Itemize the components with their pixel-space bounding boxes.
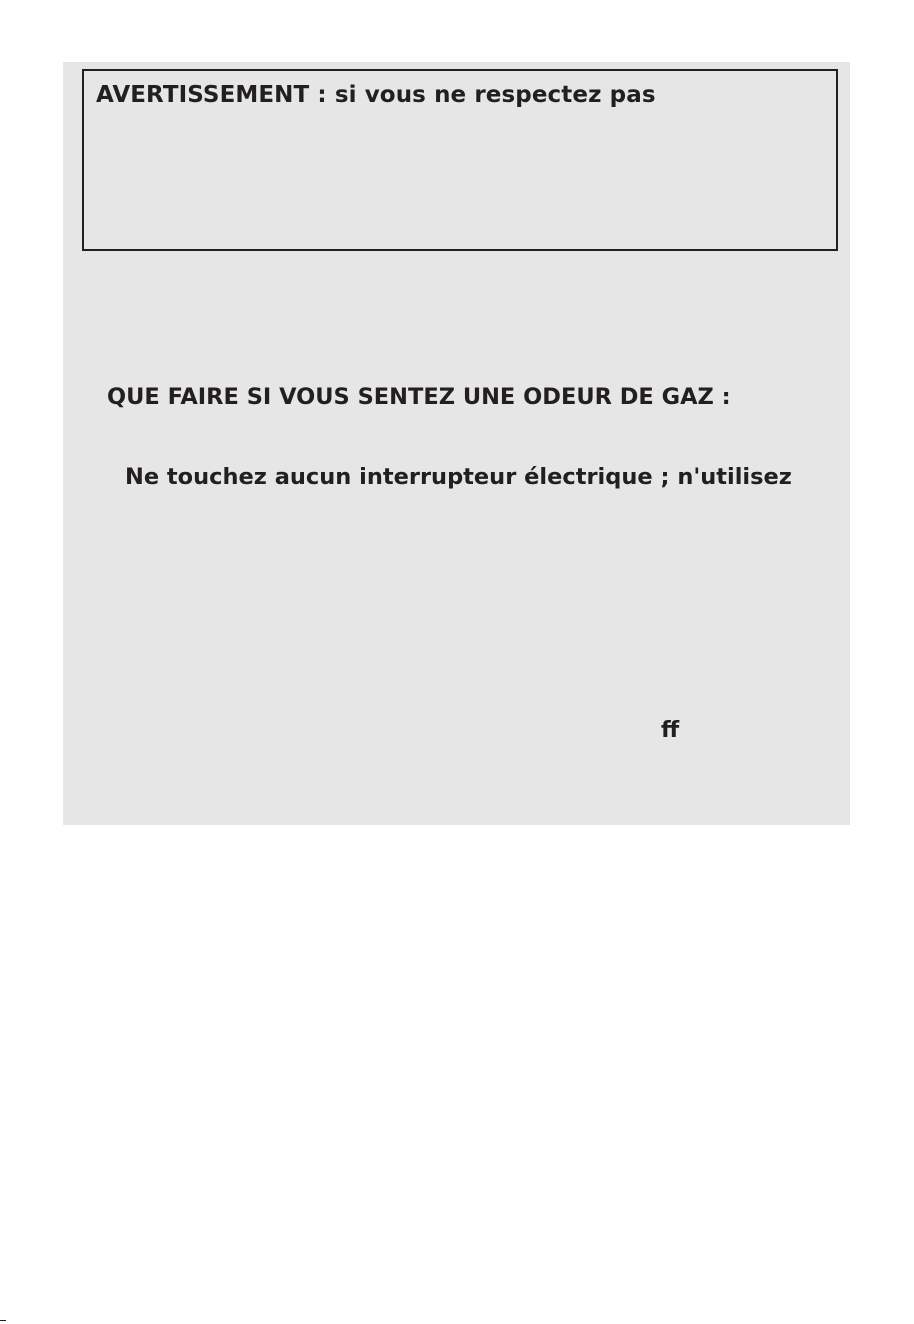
gas-odor-heading: QUE FAIRE SI VOUS SENTEZ UNE ODEUR DE GAZ : xyxy=(107,384,731,410)
crop-mark xyxy=(0,1320,6,1321)
warning-text: AVERTISSEMENT : si vous ne respectez pas xyxy=(96,82,656,108)
text-fragment: ff xyxy=(661,717,680,743)
instruction-text: Ne touchez aucun interrupteur électrique ; n'utilisez xyxy=(125,464,792,490)
